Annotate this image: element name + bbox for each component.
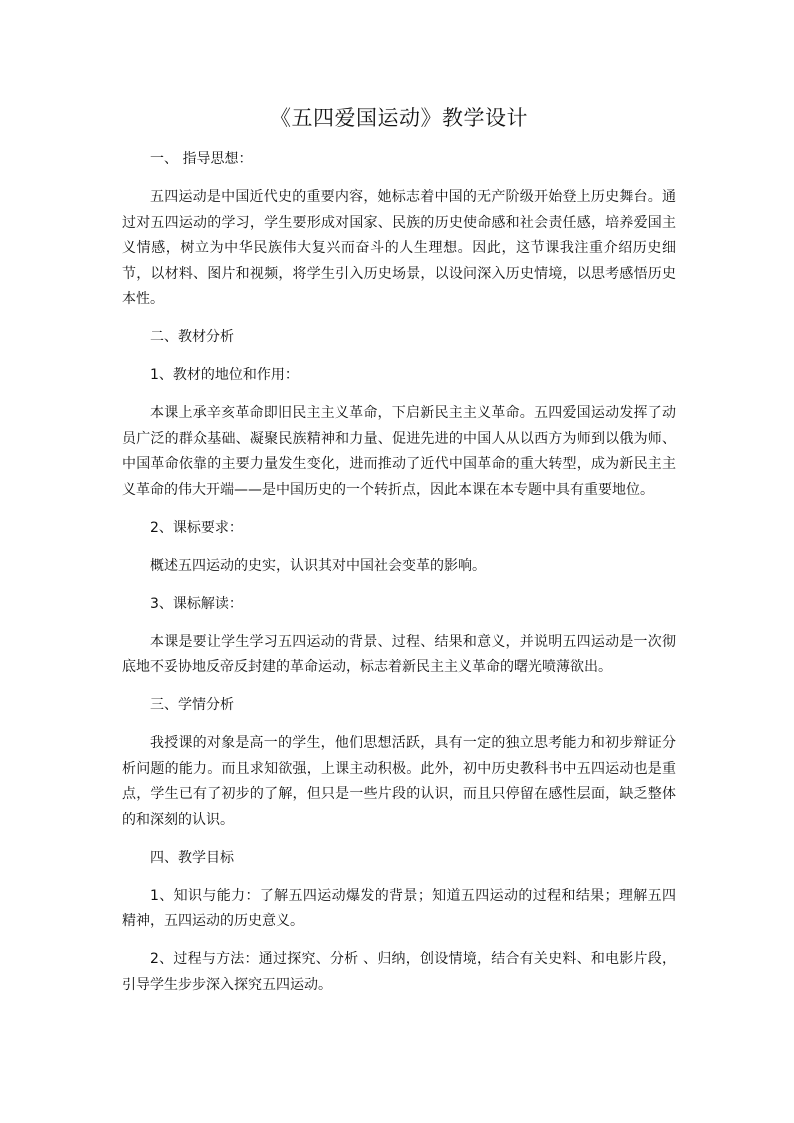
paragraph-position-role: 本课上承辛亥革命即旧民主主义革命，下启新民主主义革命。五四爱国运动发挥了动员广泛的群众基础、凝聚民族精神和力量、促进先进的中国人从以西方为师到以俄为师、中国革命依靠的主要力量发生变化，进而推动了近代中国革命的重大转型，成为新民主主义革命的伟大开端——是中国历史的一个转折点，因此本课在本专题中具有重要地位。 xyxy=(122,405,676,498)
document-page xyxy=(122,100,676,1011)
document-title: 《五四爱国运动》教学设计 xyxy=(270,106,528,130)
subheading-curriculum-interpretation: 3、课标解读： xyxy=(150,595,243,612)
subheading-curriculum-requirement: 2、课标要求： xyxy=(150,519,243,536)
heading-student-analysis: 三、学情分析 xyxy=(150,697,234,713)
heading-teaching-goals: 四、教学目标 xyxy=(150,849,234,866)
heading-textbook-analysis: 二、教材分析 xyxy=(150,329,234,345)
paragraph-student-analysis: 我授课的对象是高一的学生，他们思想活跃，具有一定的独立思考能力和初步辩证分析问题的能力。而且求知欲强，上课主动积极。此外，初中历史教科书中五四运动也是重点，学生已有了初步的了解，但只是一些片段的认识，而且只停留在感性层面，缺乏整体的和深刻的认识。 xyxy=(122,735,676,828)
paragraph-goal-process: 2、过程与方法：通过探究、分析 、归纳，创设情境，结合有关史料、和电影片段，引导学生步步深入探究五四运动。 xyxy=(122,951,676,993)
subheading-position-role: 1、教材的地位和作用： xyxy=(150,367,299,383)
paragraph-goal-knowledge: 1、知识与能力：了解五四运动爆发的背景；知道五四运动的过程和结果；理解五四精神，五四运动的历史意义。 xyxy=(122,887,676,929)
heading-guiding-thought: 一、 指导思想： xyxy=(150,151,253,167)
paragraph-curriculum-interpretation: 本课是要让学生学习五四运动的背景、过程、结果和意义，并说明五四运动是一次彻底地不妥协地反帝反封建的革命运动，标志着新民主主义革命的曙光喷薄欲出。 xyxy=(122,633,676,675)
paragraph-curriculum-requirement: 概述五四运动的史实，认识其对中国社会变革的影响。 xyxy=(150,557,486,574)
paragraph-guiding-thought: 五四运动是中国近代史的重要内容，她标志着中国的无产阶级开始登上历史舞台。通过对五四运动的学习，学生要形成对国家、民族的历史使命感和社会责任感，培养爱国主义情感，树立为中华民族伟大复兴而奋斗的人生理想。因此，这节课我注重介绍历史细节，以材料、图片和视频，将学生引入历史场景，以设问深入历史情境，以思考感悟历史本性。 xyxy=(122,189,676,307)
